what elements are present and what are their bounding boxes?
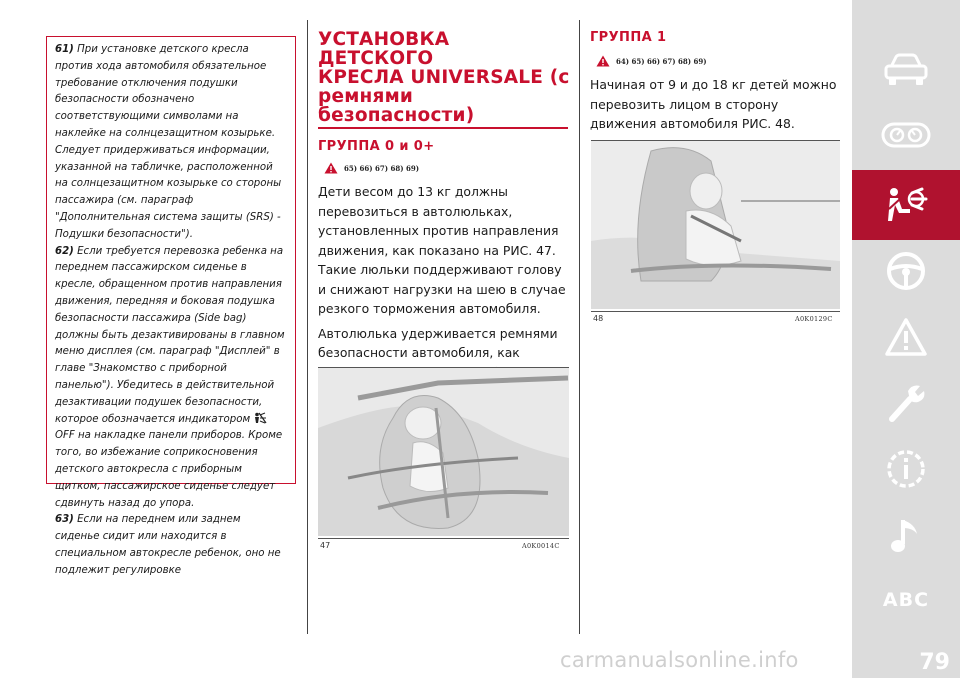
car-icon bbox=[883, 53, 929, 87]
column-divider bbox=[579, 20, 580, 634]
group-1-paragraph-1: Начиная от 9 и до 18 кг детей можно перевозить лицом в сторону движения автомобиля РИС. 48. bbox=[590, 77, 837, 131]
note-62: 62) Если требуется перевозка ребенка на переднем пассажирском сиденье в кресле, обращенном против направления движения, передняя и боковая подушка безопасности пассажира (Side bag) должны быть дезактивированы в главном меню дисплея (см. параграф "Дисплей" в главе "Знакомство с приборной панелью"). Убедитесь в действительной дезактивации подушек безопасности, которое обозначается индикатором OFF на накладке панели приборов. Кроме того, во избежание соприкосновения детского автокресла с приборным щитком, пассажирское сиденье следует сдвинуть назад до упора. bbox=[55, 245, 285, 509]
section-title: УСТАНОВКА ДЕТСКОГО КРЕСЛА UNIVERSALE (с ремнями безопасности) bbox=[318, 29, 570, 126]
chapter-index[interactable] bbox=[852, 565, 960, 635]
chapter-multimedia[interactable] bbox=[852, 500, 960, 570]
child-seat-illustration bbox=[591, 141, 840, 309]
index-label: ABC bbox=[882, 589, 930, 611]
chapter-vehicle[interactable] bbox=[852, 35, 960, 105]
note-61: 61) При установке детского кресла против хода автомобиля обязательное требование отключения подушки безопасности обозначено соответствующими символами на наклейке на солнцезащитном козырьке. Следует придерживаться информации, указанной на табличке, расположенной на солнцезащитном козырьке со стороны пассажира (см. параграф "Дополнительная система защиты (SRS) - Подушки безопасности"). bbox=[55, 44, 282, 240]
music-note-icon bbox=[889, 514, 923, 556]
warning-refs: 65) 66) 67) 68) 69) bbox=[324, 162, 570, 174]
infant-carrier-illustration bbox=[318, 368, 569, 536]
warning-notes-box bbox=[46, 36, 296, 576]
figure-48-code: A0K0129C bbox=[795, 315, 833, 323]
warning-triangle-icon bbox=[596, 55, 610, 67]
title-underline bbox=[318, 127, 568, 129]
airbag-off-indicator-icon bbox=[253, 412, 267, 424]
chapter-instruments[interactable] bbox=[852, 100, 960, 170]
chapter-maintenance[interactable] bbox=[852, 368, 960, 438]
group-0-paragraph-1: Дети весом до 13 кг должны перевозиться в автолюльках, установленных против направления движения, как показано на РИС. 47. Такие люльки поддерживают голову и снижают нагрузки на шею в случае резкого торможения автомобиля. bbox=[318, 184, 566, 316]
gear-info-icon bbox=[883, 446, 929, 492]
steering-wheel-icon bbox=[885, 250, 927, 292]
chapter-sidebar bbox=[852, 0, 960, 678]
figure-47-image bbox=[318, 367, 569, 539]
warning-triangle-icon bbox=[324, 162, 338, 174]
column-divider bbox=[307, 20, 308, 634]
section-group-1 bbox=[590, 30, 842, 134]
chapter-emergency[interactable] bbox=[852, 302, 960, 372]
watermark: carmanualsonline.info bbox=[560, 648, 799, 672]
group-0-heading: ГРУППА 0 и 0+ bbox=[318, 139, 435, 154]
warning-refs: 64) 65) 66) 67) 68) 69) bbox=[596, 55, 842, 67]
chapter-technical-data[interactable] bbox=[852, 434, 960, 504]
seat-airbag-icon bbox=[882, 185, 930, 225]
figure-47-code: A0K0014C bbox=[522, 542, 560, 550]
dashboard-gauges-icon bbox=[881, 120, 931, 150]
warning-triangle-icon bbox=[884, 317, 928, 357]
note-63: 63) Если на переднем или заднем сиденье сидит или находится в специальном автокресле ребенок, оно не подлежит регулировке bbox=[55, 514, 281, 576]
figure-48-image bbox=[591, 140, 840, 312]
figure-47-number: 47 bbox=[320, 541, 331, 550]
page-number: 79 bbox=[919, 650, 950, 675]
group-0-paragraph-2: Автолюлька удерживается ремнями безопасности автомобиля, как bbox=[318, 325, 558, 360]
chapter-safety[interactable] bbox=[852, 170, 960, 240]
figure-48-number: 48 bbox=[593, 314, 604, 323]
wrench-icon bbox=[884, 381, 928, 425]
chapter-driving[interactable] bbox=[852, 236, 960, 306]
group-1-heading: ГРУППА 1 bbox=[590, 30, 667, 45]
